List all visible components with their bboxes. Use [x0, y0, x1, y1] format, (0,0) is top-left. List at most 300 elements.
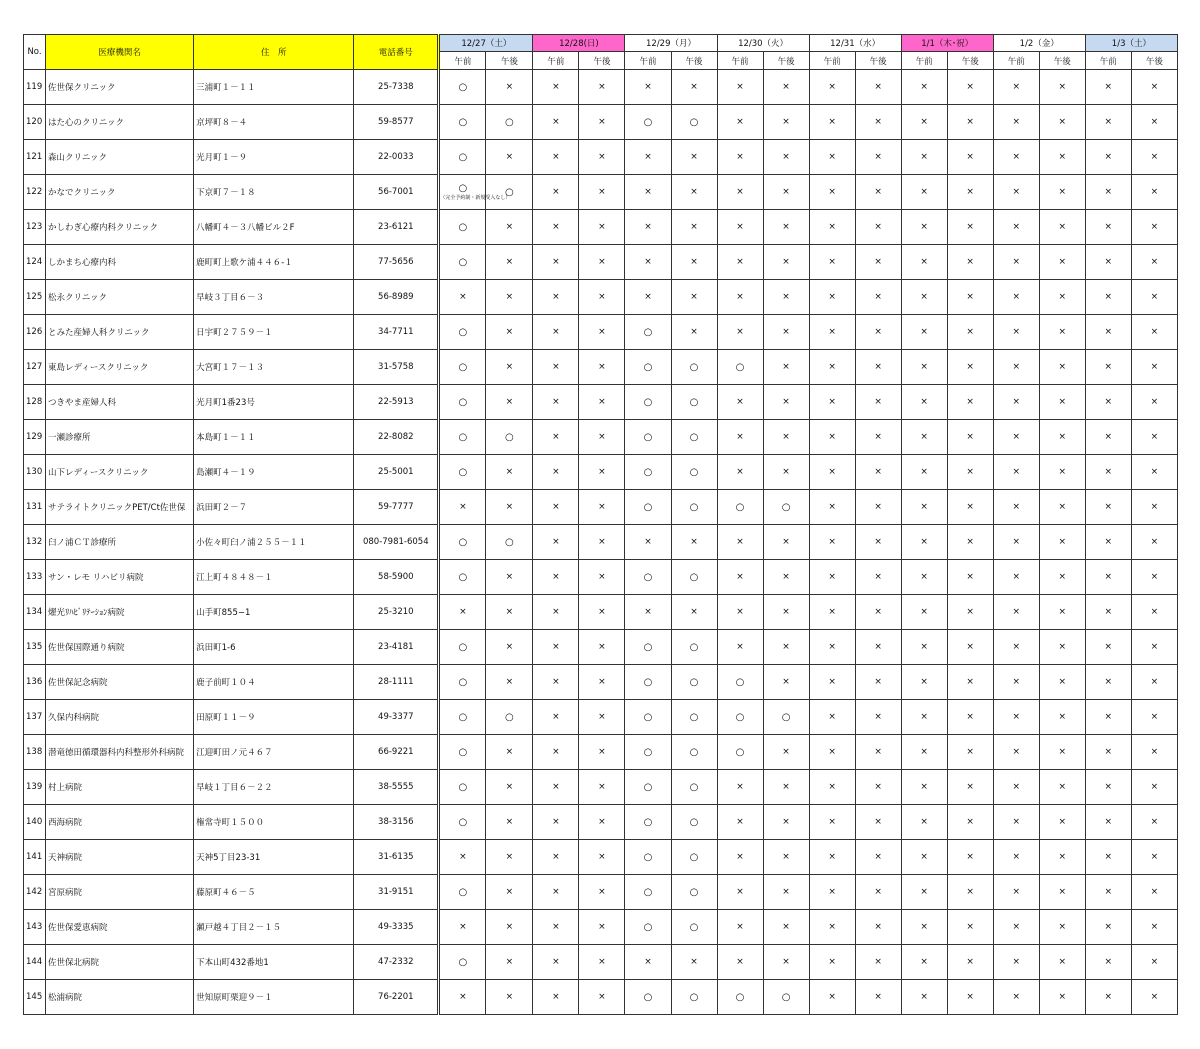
- closed-mark: ×: [901, 70, 947, 105]
- closed-mark: ×: [1039, 840, 1085, 875]
- open-mark: ○: [625, 105, 671, 140]
- closed-mark: ×: [717, 385, 763, 420]
- facility-name: とみた産婦人科クリニック: [46, 315, 194, 350]
- table-row: [24, 630, 1178, 665]
- closed-mark: ×: [579, 595, 625, 630]
- facility-address: 大宮町１７－１３: [194, 350, 354, 385]
- facility-address: 本島町１－１１: [194, 420, 354, 455]
- open-mark: ○: [625, 840, 671, 875]
- closed-mark: ×: [1039, 490, 1085, 525]
- closed-mark: ×: [993, 210, 1039, 245]
- header-pm: 午後: [486, 52, 533, 70]
- closed-mark: ×: [579, 70, 625, 105]
- closed-mark: ×: [809, 140, 855, 175]
- row-number: 145: [24, 980, 46, 1015]
- facility-name: 天神病院: [46, 840, 194, 875]
- facility-phone: 080-7981-6054: [354, 525, 439, 560]
- closed-mark: ×: [1085, 280, 1131, 315]
- facility-name: 東島レディースクリニック: [46, 350, 194, 385]
- facility-address: 光月町1番23号: [194, 385, 354, 420]
- table-row: [24, 140, 1178, 175]
- open-mark: ○: [671, 875, 717, 910]
- open-mark: ○: [439, 455, 486, 490]
- closed-mark: ×: [486, 140, 533, 175]
- header-pm: 午後: [1131, 52, 1177, 70]
- closed-mark: ×: [1039, 910, 1085, 945]
- row-number: 141: [24, 840, 46, 875]
- closed-mark: ×: [1131, 980, 1177, 1015]
- closed-mark: ×: [1039, 315, 1085, 350]
- closed-mark: ×: [579, 665, 625, 700]
- closed-mark: ×: [1131, 245, 1177, 280]
- open-mark-symbol: ○: [458, 183, 468, 194]
- header-am: 午前: [993, 52, 1039, 70]
- closed-mark: ×: [486, 805, 533, 840]
- closed-mark: ×: [486, 770, 533, 805]
- closed-mark: ×: [855, 280, 901, 315]
- facility-address: 光月町１－９: [194, 140, 354, 175]
- closed-mark: ×: [717, 140, 763, 175]
- table-row: [24, 875, 1178, 910]
- closed-mark: ×: [671, 175, 717, 210]
- closed-mark: ×: [763, 420, 809, 455]
- closed-mark: ×: [855, 980, 901, 1015]
- closed-mark: ×: [579, 210, 625, 245]
- closed-mark: ×: [579, 980, 625, 1015]
- open-mark: ○: [439, 630, 486, 665]
- closed-mark: ×: [947, 490, 993, 525]
- closed-mark: ×: [901, 315, 947, 350]
- closed-mark: ×: [579, 455, 625, 490]
- closed-mark: ×: [1039, 770, 1085, 805]
- open-mark: ○: [439, 770, 486, 805]
- closed-mark: ×: [993, 245, 1039, 280]
- closed-mark: ×: [993, 840, 1039, 875]
- closed-mark: ×: [855, 140, 901, 175]
- facility-address: 田原町１１－９: [194, 700, 354, 735]
- closed-mark: ×: [1085, 105, 1131, 140]
- closed-mark: ×: [579, 630, 625, 665]
- row-number: 137: [24, 700, 46, 735]
- closed-mark: ×: [809, 945, 855, 980]
- closed-mark: ×: [439, 490, 486, 525]
- closed-mark: ×: [809, 280, 855, 315]
- open-mark: ○: [671, 350, 717, 385]
- row-number: 123: [24, 210, 46, 245]
- closed-mark: ×: [533, 175, 579, 210]
- facility-address: 鹿子前町１０４: [194, 665, 354, 700]
- open-mark: ○: [625, 700, 671, 735]
- header-date-1227: 12/27（土）: [439, 35, 533, 52]
- header-pm: 午後: [671, 52, 717, 70]
- open-mark: ○: [671, 735, 717, 770]
- closed-mark: ×: [579, 105, 625, 140]
- header-date-1230: 12/30（火）: [717, 35, 809, 52]
- closed-mark: ×: [763, 875, 809, 910]
- facility-phone: 38-3156: [354, 805, 439, 840]
- closed-mark: ×: [1085, 140, 1131, 175]
- header-address: 住 所: [194, 35, 354, 70]
- facility-phone: 25-3210: [354, 595, 439, 630]
- facility-phone: 31-9151: [354, 875, 439, 910]
- closed-mark: ×: [809, 245, 855, 280]
- closed-mark: ×: [671, 245, 717, 280]
- closed-mark: ×: [763, 770, 809, 805]
- facility-name: 久保内科病院: [46, 700, 194, 735]
- facility-name: 松永クリニック: [46, 280, 194, 315]
- closed-mark: ×: [486, 70, 533, 105]
- closed-mark: ×: [486, 560, 533, 595]
- closed-mark: ×: [625, 595, 671, 630]
- facility-name: 臼ノ浦ＣＴ診療所: [46, 525, 194, 560]
- closed-mark: ×: [1085, 490, 1131, 525]
- closed-mark: ×: [947, 560, 993, 595]
- header-date-0101: 1/1（木･祝）: [901, 35, 993, 52]
- table-row: [24, 700, 1178, 735]
- closed-mark: ×: [717, 875, 763, 910]
- closed-mark: ×: [717, 805, 763, 840]
- closed-mark: ×: [901, 245, 947, 280]
- facility-address: 日宇町２７５９－１: [194, 315, 354, 350]
- row-number: 140: [24, 805, 46, 840]
- closed-mark: ×: [1085, 735, 1131, 770]
- closed-mark: ×: [1085, 980, 1131, 1015]
- closed-mark: ×: [855, 770, 901, 805]
- closed-mark: ×: [855, 910, 901, 945]
- closed-mark: ×: [1039, 70, 1085, 105]
- closed-mark: ×: [809, 105, 855, 140]
- closed-mark: ×: [993, 980, 1039, 1015]
- closed-mark: ×: [486, 315, 533, 350]
- closed-mark: ×: [855, 595, 901, 630]
- closed-mark: ×: [901, 490, 947, 525]
- closed-mark: ×: [1131, 595, 1177, 630]
- facility-name: 佐世保北病院: [46, 945, 194, 980]
- closed-mark: ×: [809, 770, 855, 805]
- holiday-clinic-schedule-table: [23, 34, 1178, 1015]
- closed-mark: ×: [1039, 945, 1085, 980]
- closed-mark: ×: [855, 315, 901, 350]
- open-mark: ○: [625, 665, 671, 700]
- closed-mark: ×: [947, 875, 993, 910]
- closed-mark: ×: [533, 805, 579, 840]
- closed-mark: ×: [1131, 315, 1177, 350]
- header-am: 午前: [625, 52, 671, 70]
- row-number: 139: [24, 770, 46, 805]
- closed-mark: ×: [1131, 490, 1177, 525]
- closed-mark: ×: [1085, 630, 1131, 665]
- closed-mark: ×: [486, 455, 533, 490]
- closed-mark: ×: [1039, 175, 1085, 210]
- table-row: [24, 840, 1178, 875]
- header-phone: 電話番号: [354, 35, 439, 70]
- closed-mark: ×: [855, 105, 901, 140]
- closed-mark: ×: [533, 840, 579, 875]
- closed-mark: ×: [809, 175, 855, 210]
- facility-phone: 23-4181: [354, 630, 439, 665]
- closed-mark: ×: [1039, 385, 1085, 420]
- closed-mark: ×: [533, 140, 579, 175]
- closed-mark: ×: [1131, 140, 1177, 175]
- closed-mark: ×: [625, 210, 671, 245]
- closed-mark: ×: [486, 735, 533, 770]
- closed-mark: ×: [947, 630, 993, 665]
- closed-mark: ×: [1039, 525, 1085, 560]
- closed-mark: ×: [1085, 700, 1131, 735]
- open-mark: ○: [439, 315, 486, 350]
- open-mark: ○: [671, 455, 717, 490]
- closed-mark: ×: [763, 175, 809, 210]
- closed-mark: ×: [1039, 805, 1085, 840]
- row-number: 128: [24, 385, 46, 420]
- closed-mark: ×: [439, 595, 486, 630]
- table-row: [24, 805, 1178, 840]
- closed-mark: ×: [717, 770, 763, 805]
- closed-mark: ×: [1085, 70, 1131, 105]
- row-number: 127: [24, 350, 46, 385]
- open-mark: ○: [486, 700, 533, 735]
- closed-mark: ×: [901, 700, 947, 735]
- closed-mark: ×: [855, 700, 901, 735]
- closed-mark: ×: [486, 350, 533, 385]
- closed-mark: ×: [486, 630, 533, 665]
- closed-mark: ×: [855, 630, 901, 665]
- facility-address: 江上町４８４８－１: [194, 560, 354, 595]
- closed-mark: ×: [439, 980, 486, 1015]
- facility-name: 村上病院: [46, 770, 194, 805]
- facility-phone: 22-5913: [354, 385, 439, 420]
- open-mark: ○: [717, 490, 763, 525]
- open-mark: ○: [717, 980, 763, 1015]
- closed-mark: ×: [1131, 665, 1177, 700]
- closed-mark: ×: [901, 595, 947, 630]
- header-am: 午前: [439, 52, 486, 70]
- closed-mark: ×: [1039, 875, 1085, 910]
- open-mark: ○: [671, 385, 717, 420]
- facility-address: 京坪町８－４: [194, 105, 354, 140]
- closed-mark: ×: [1085, 420, 1131, 455]
- closed-mark: ×: [625, 175, 671, 210]
- open-mark: ○: [625, 630, 671, 665]
- facility-phone: 59-8577: [354, 105, 439, 140]
- closed-mark: ×: [993, 910, 1039, 945]
- open-mark: ○: [625, 385, 671, 420]
- closed-mark: ×: [809, 455, 855, 490]
- closed-mark: ×: [763, 140, 809, 175]
- closed-mark: ×: [1131, 770, 1177, 805]
- closed-mark: ×: [901, 175, 947, 210]
- open-mark: ○: [625, 315, 671, 350]
- open-mark: [439, 175, 511, 210]
- closed-mark: ×: [947, 210, 993, 245]
- facility-phone: 28-1111: [354, 665, 439, 700]
- facility-address: 下京町７－１８: [194, 175, 354, 210]
- closed-mark: ×: [1085, 840, 1131, 875]
- facility-phone: 47-2332: [354, 945, 439, 980]
- closed-mark: ×: [533, 455, 579, 490]
- closed-mark: ×: [993, 560, 1039, 595]
- closed-mark: ×: [763, 245, 809, 280]
- closed-mark: ×: [901, 805, 947, 840]
- closed-mark: ×: [1131, 735, 1177, 770]
- open-mark: ○: [671, 420, 717, 455]
- closed-mark: ×: [993, 70, 1039, 105]
- closed-mark: ×: [947, 595, 993, 630]
- facility-name: 西海病院: [46, 805, 194, 840]
- facility-address: 浜田町２－７: [194, 490, 354, 525]
- closed-mark: ×: [855, 210, 901, 245]
- closed-mark: ×: [763, 840, 809, 875]
- closed-mark: ×: [1085, 595, 1131, 630]
- closed-mark: ×: [533, 735, 579, 770]
- closed-mark: ×: [1039, 455, 1085, 490]
- facility-address: 八幡町４－３八幡ビル２F: [194, 210, 354, 245]
- row-number: 135: [24, 630, 46, 665]
- closed-mark: ×: [717, 105, 763, 140]
- header-no: No.: [24, 35, 46, 70]
- closed-mark: ×: [1131, 385, 1177, 420]
- closed-mark: ×: [1085, 210, 1131, 245]
- header-facility-name: 医療機関名: [46, 35, 194, 70]
- closed-mark: ×: [809, 910, 855, 945]
- facility-name: 佐世保愛恵病院: [46, 910, 194, 945]
- closed-mark: ×: [809, 665, 855, 700]
- closed-mark: ×: [671, 315, 717, 350]
- facility-name: 潜竜徳田循環器科内科整形外科病院: [46, 735, 194, 770]
- closed-mark: ×: [947, 805, 993, 840]
- closed-mark: ×: [579, 805, 625, 840]
- open-mark: ○: [439, 350, 486, 385]
- table-row: [24, 70, 1178, 105]
- table-row: [24, 770, 1178, 805]
- open-mark: ○: [439, 210, 486, 245]
- closed-mark: ×: [1131, 420, 1177, 455]
- closed-mark: ×: [1131, 70, 1177, 105]
- closed-mark: ×: [947, 735, 993, 770]
- closed-mark: ×: [486, 210, 533, 245]
- header-pm: 午後: [855, 52, 901, 70]
- row-number: 131: [24, 490, 46, 525]
- table-row: [24, 490, 1178, 525]
- open-mark: ○: [671, 630, 717, 665]
- closed-mark: ×: [579, 945, 625, 980]
- header-date-0103: 1/3（土）: [1085, 35, 1177, 52]
- closed-mark: ×: [579, 315, 625, 350]
- closed-mark: ×: [533, 945, 579, 980]
- closed-mark: ×: [993, 630, 1039, 665]
- closed-mark: ×: [993, 665, 1039, 700]
- open-mark: ○: [671, 980, 717, 1015]
- table-row: [24, 175, 1178, 210]
- closed-mark: ×: [901, 140, 947, 175]
- header-date-1228: 12/28(日): [533, 35, 625, 52]
- header-pm: 午後: [947, 52, 993, 70]
- facility-name: 一瀬診療所: [46, 420, 194, 455]
- table-row: [24, 105, 1178, 140]
- header-date-1229: 12/29（月）: [625, 35, 717, 52]
- reservation-note: （完全予約制・新規受入なし）: [440, 195, 511, 201]
- closed-mark: ×: [993, 945, 1039, 980]
- closed-mark: ×: [625, 525, 671, 560]
- closed-mark: ×: [993, 350, 1039, 385]
- closed-mark: ×: [1131, 945, 1177, 980]
- row-number: 129: [24, 420, 46, 455]
- open-mark: ○: [717, 665, 763, 700]
- facility-phone: 22-8082: [354, 420, 439, 455]
- closed-mark: ×: [901, 980, 947, 1015]
- closed-mark: ×: [763, 385, 809, 420]
- closed-mark: ×: [1131, 875, 1177, 910]
- closed-mark: ×: [671, 140, 717, 175]
- closed-mark: ×: [993, 595, 1039, 630]
- facility-name: 佐世保国際通り病院: [46, 630, 194, 665]
- closed-mark: ×: [901, 840, 947, 875]
- closed-mark: ×: [901, 210, 947, 245]
- closed-mark: ×: [533, 560, 579, 595]
- row-number: 119: [24, 70, 46, 105]
- closed-mark: ×: [439, 280, 486, 315]
- closed-mark: ×: [993, 490, 1039, 525]
- closed-mark: ×: [1039, 595, 1085, 630]
- closed-mark: ×: [533, 210, 579, 245]
- facility-phone: 56-8989: [354, 280, 439, 315]
- closed-mark: ×: [579, 175, 625, 210]
- closed-mark: ×: [993, 105, 1039, 140]
- closed-mark: ×: [947, 840, 993, 875]
- closed-mark: ×: [1085, 910, 1131, 945]
- open-mark: ○: [625, 560, 671, 595]
- open-mark: ○: [486, 175, 533, 210]
- closed-mark: ×: [763, 105, 809, 140]
- closed-mark: ×: [717, 840, 763, 875]
- open-mark: ○: [671, 105, 717, 140]
- closed-mark: ×: [717, 315, 763, 350]
- closed-mark: ×: [763, 455, 809, 490]
- closed-mark: ×: [993, 875, 1039, 910]
- closed-mark: ×: [1131, 560, 1177, 595]
- header-am: 午前: [717, 52, 763, 70]
- closed-mark: ×: [901, 420, 947, 455]
- closed-mark: ×: [947, 770, 993, 805]
- closed-mark: ×: [855, 805, 901, 840]
- closed-mark: ×: [901, 910, 947, 945]
- table-row: [24, 560, 1178, 595]
- closed-mark: ×: [901, 630, 947, 665]
- facility-name: サン・レモ リハビリ病院: [46, 560, 194, 595]
- facility-address: 江迎町田ノ元４６７: [194, 735, 354, 770]
- open-mark: ○: [486, 105, 533, 140]
- closed-mark: ×: [901, 945, 947, 980]
- facility-name: サテライトクリニックPET/Ct佐世保: [46, 490, 194, 525]
- facility-phone: 31-5758: [354, 350, 439, 385]
- closed-mark: ×: [579, 140, 625, 175]
- closed-mark: ×: [855, 245, 901, 280]
- closed-mark: ×: [625, 70, 671, 105]
- closed-mark: ×: [1085, 770, 1131, 805]
- closed-mark: ×: [533, 595, 579, 630]
- open-mark: ○: [625, 875, 671, 910]
- closed-mark: ×: [901, 665, 947, 700]
- facility-name: はた心のクリニック: [46, 105, 194, 140]
- closed-mark: ×: [993, 805, 1039, 840]
- closed-mark: ×: [671, 280, 717, 315]
- closed-mark: ×: [1131, 700, 1177, 735]
- closed-mark: ×: [579, 525, 625, 560]
- closed-mark: ×: [579, 875, 625, 910]
- header-date-0102: 1/2（金）: [993, 35, 1085, 52]
- closed-mark: ×: [1131, 840, 1177, 875]
- open-mark: ○: [439, 560, 486, 595]
